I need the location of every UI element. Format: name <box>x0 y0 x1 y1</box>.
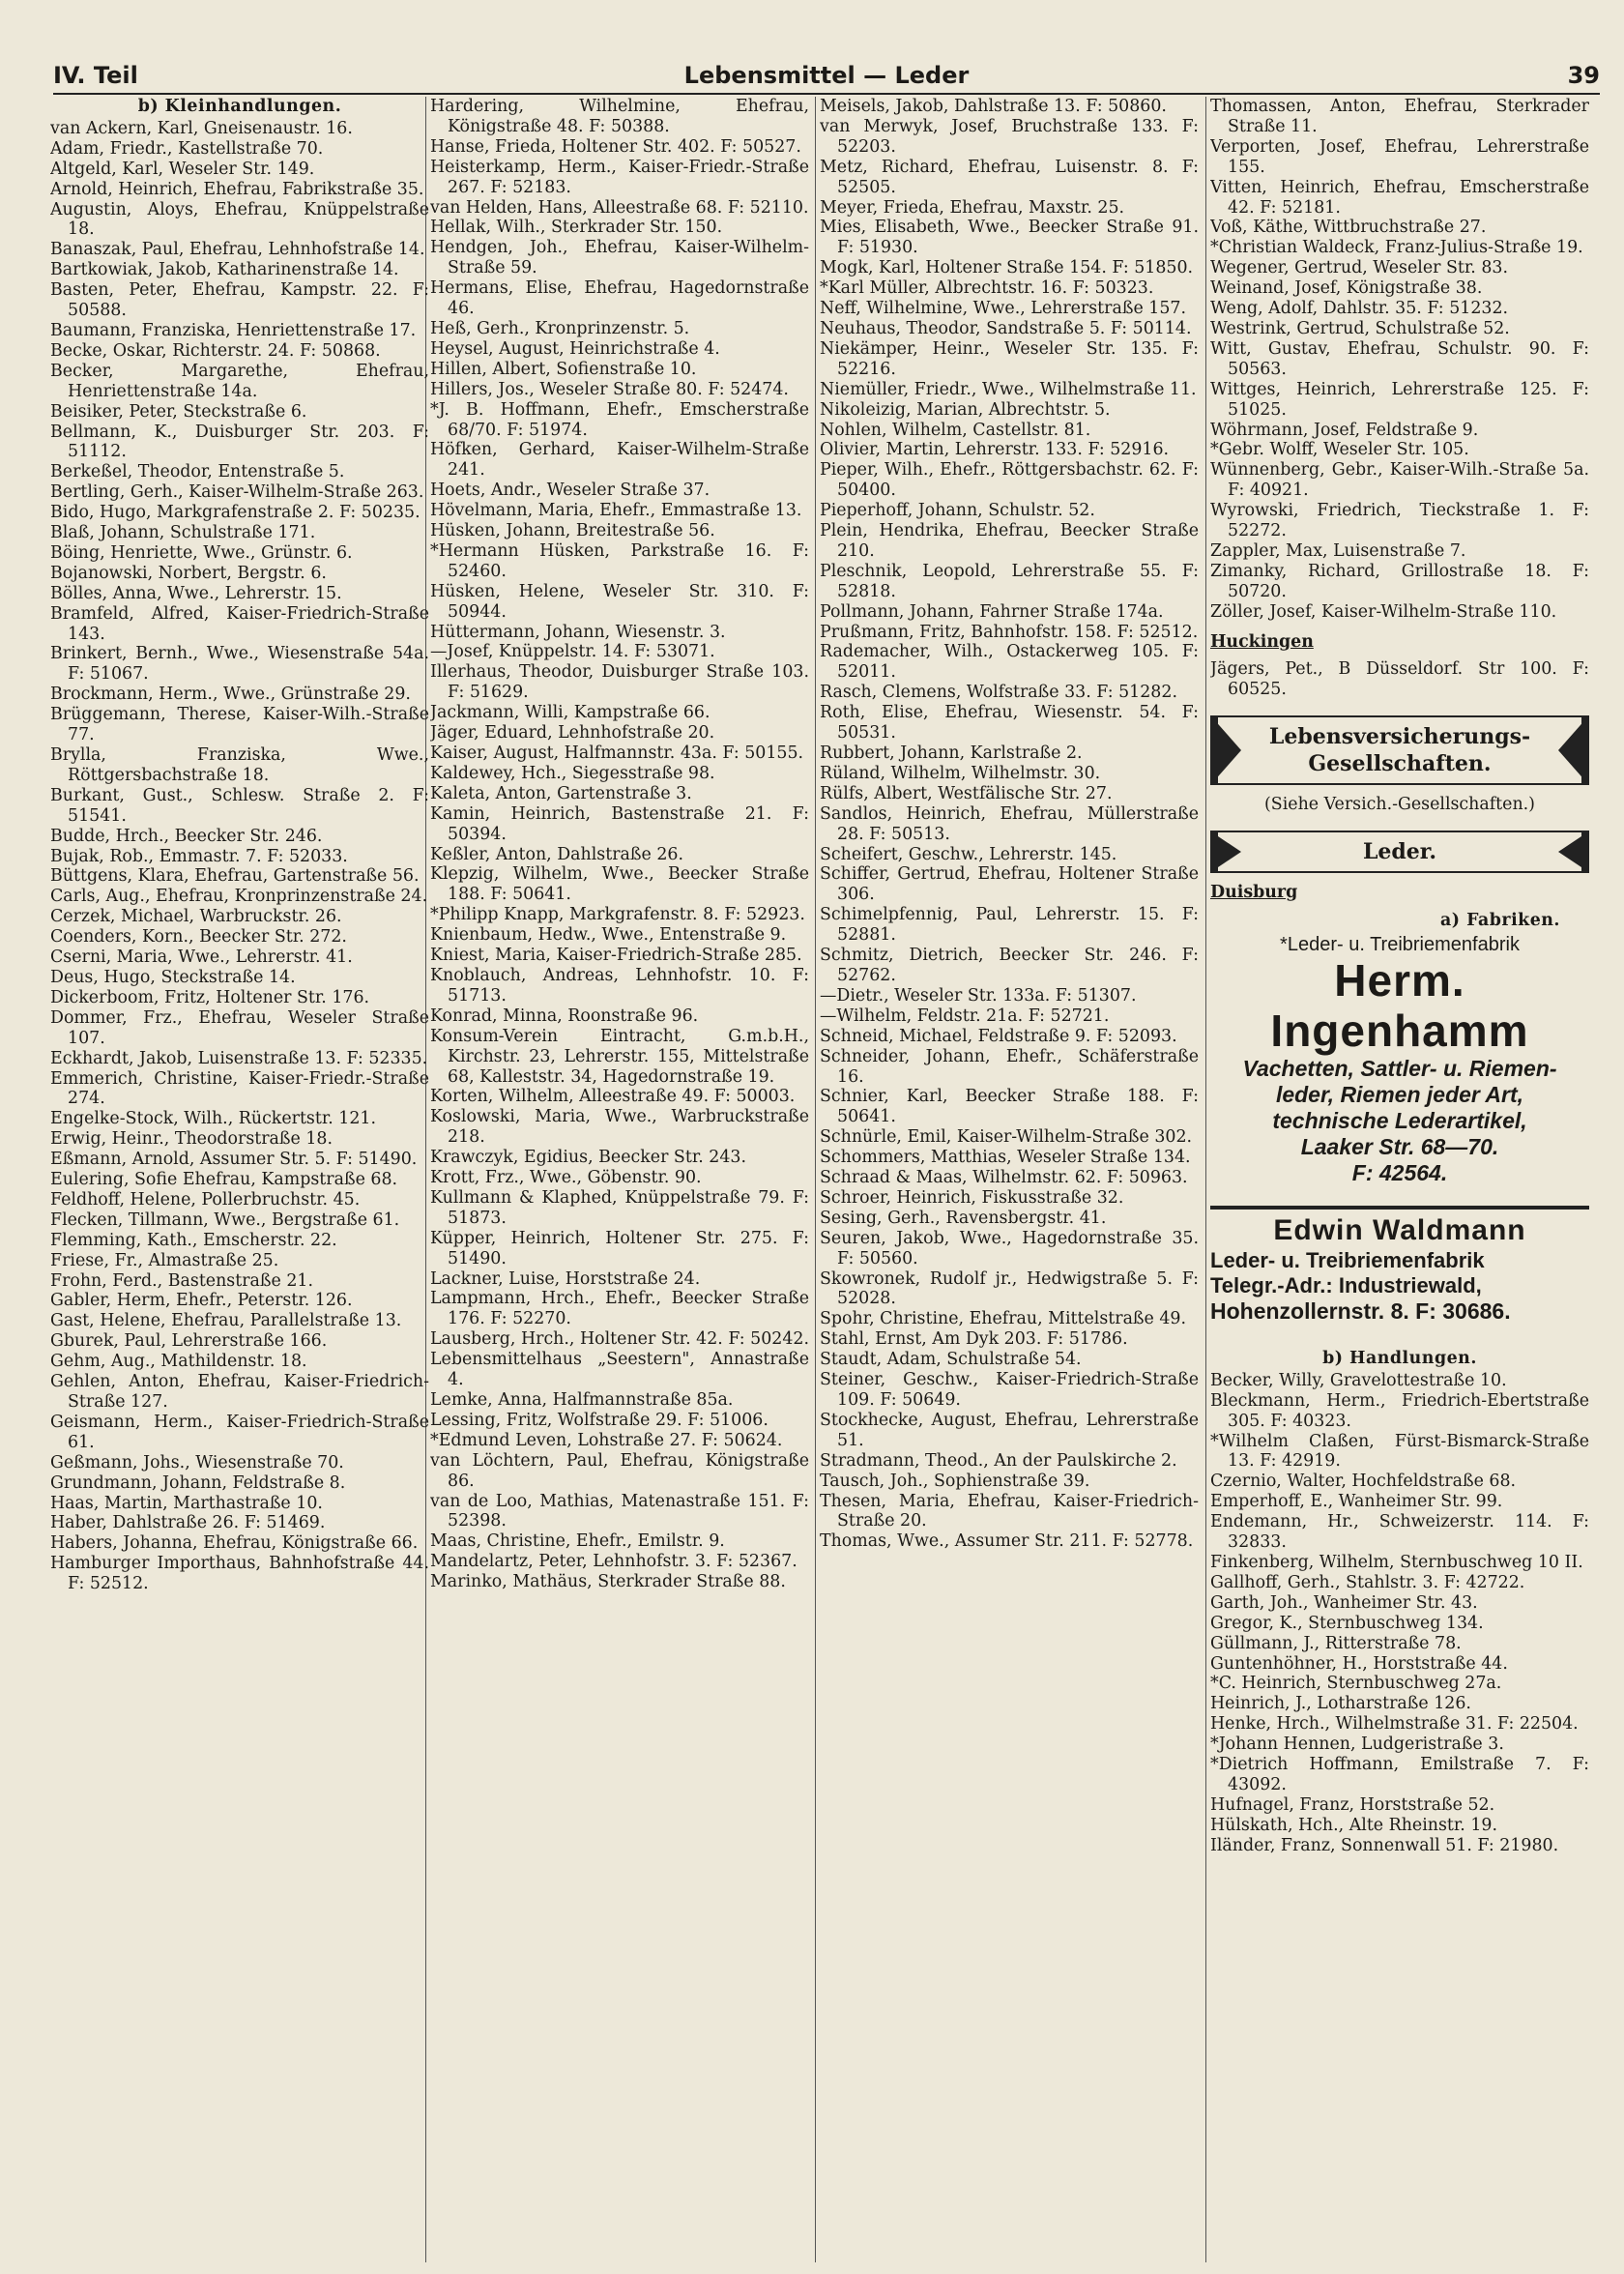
directory-entry: Klepzig, Wilhelm, Wwe., Beecker Straße 188. F: 50641. <box>430 864 809 905</box>
directory-entry: Vitten, Heinrich, Ehefrau, Emscherstraße 42. F: 52181. <box>1210 177 1589 218</box>
directory-entry: Bartkowiak, Jakob, Katharinenstraße 14. <box>50 260 399 280</box>
directory-entry: Feldhoff, Helene, Pollerbruchstr. 45. <box>50 1189 361 1210</box>
ad-line: Vachetten, Sattler- u. Riemen- <box>1242 1055 1557 1081</box>
directory-entry: Staudt, Adam, Schulstraße 54. <box>820 1350 1082 1370</box>
directory-entry: Lemke, Anna, Halfmannstraße 85a. <box>430 1390 734 1410</box>
directory-entry: Rülfs, Albert, Westfälische Str. 27. <box>820 783 1113 803</box>
directory-entry: Geßmann, Johs., Wiesenstraße 70. <box>50 1452 344 1472</box>
entry-list <box>820 97 1199 1552</box>
directory-entry: Roth, Elise, Ehefrau, Wiesenstr. 54. F: 50531. <box>820 703 1199 743</box>
directory-entry: Pollmann, Johann, Fahrner Straße 174a. <box>820 601 1164 622</box>
directory-entry: Nikoleizig, Marian, Albrechtstr. 5. <box>820 399 1111 420</box>
directory-entry: Weinand, Josef, Königstraße 38. <box>1210 278 1483 299</box>
directory-entry: Flemming, Kath., Emscherstr. 22. <box>50 1230 337 1250</box>
directory-entry: Nohlen, Wilhelm, Castellstr. 81. <box>820 420 1091 440</box>
directory-entry: Neuhaus, Theodor, Sandstraße 5. F: 50114. <box>820 318 1192 338</box>
directory-entry: Schommers, Matthias, Weseler Straße 134. <box>820 1148 1191 1168</box>
directory-entry: Hüsken, Johann, Breitestraße 56. <box>430 521 715 541</box>
section-heading-handlungen: b) Handlungen. <box>1322 1348 1477 1368</box>
directory-entry: Wegener, Gertrud, Weseler Str. 83. <box>1210 258 1508 278</box>
entry-list <box>430 97 809 1592</box>
directory-entry: Wittges, Heinrich, Lehrerstraße 125. F: 51025. <box>1210 379 1589 420</box>
ad-line: technische Lederartikel, <box>1272 1107 1527 1133</box>
directory-entry: Heß, Gerh., Kronprinzenstr. 5. <box>430 318 690 338</box>
section-box-leder <box>1210 831 1589 873</box>
directory-entry: Niemüller, Friedr., Wwe., Wilhelmstraße 11. <box>820 379 1197 399</box>
directory-entry: Lessing, Fritz, Wolfstraße 29. F: 51006. <box>430 1410 768 1430</box>
directory-entry: Schneider, Johann, Ehefr., Schäferstraße 16. <box>820 1046 1199 1087</box>
directory-entry: Prußmann, Fritz, Bahnhofstr. 158. F: 52512. <box>820 622 1199 642</box>
directory-entry: Erwig, Heinr., Theodorstraße 18. <box>50 1129 334 1150</box>
directory-entry: Metz, Richard, Ehefrau, Luisenstr. 8. F: 52505. <box>820 157 1199 197</box>
directory-entry: *Philipp Knapp, Markgrafenstr. 8. F: 52923. <box>430 905 805 925</box>
directory-entry: Gast, Helene, Ehefrau, Parallelstraße 13. <box>50 1311 402 1331</box>
entry-list <box>1210 97 1589 623</box>
directory-entry: Büttgens, Klara, Ehefrau, Gartenstraße 56. <box>50 866 420 887</box>
header-part: IV. Teil <box>53 62 138 89</box>
directory-entry: Hoets, Andr., Weseler Straße 37. <box>430 481 710 501</box>
city-heading-huckingen: Huckingen <box>1210 631 1314 652</box>
directory-entry: Hövelmann, Maria, Ehefr., Emmastraße 13. <box>430 501 802 521</box>
directory-entry: Bleckmann, Herm., Friedrich-Ebertstraße 305. F: 40323. <box>1210 1390 1589 1431</box>
directory-entry: Güllmann, J., Ritterstraße 78. <box>1210 1633 1462 1653</box>
directory-entry: Coenders, Korn., Beecker Str. 272. <box>50 927 347 948</box>
section-heading-fabriken: a) Fabriken. <box>1440 911 1560 931</box>
ad-company-name: Herm. Ingenhamm <box>1270 954 1529 1056</box>
directory-entry: Henke, Hrch., Wilhelmstraße 31. F: 22504. <box>1210 1714 1579 1735</box>
directory-entry: Hüttermann, Johann, Wiesenstr. 3. <box>430 622 726 642</box>
directory-entry: Konsum-Verein Eintracht, G.m.b.H., Kirchstr. 23, Lehrerstr. 155, Mittelstraße 68, Kalleststr. 34, Hagedornstraße 19. <box>430 1026 809 1087</box>
box-line: Lebensversicherungs- <box>1268 724 1531 750</box>
directory-entry: Bellmann, K., Duisburger Str. 203. F: 51112. <box>50 422 429 462</box>
directory-entry: *C. Heinrich, Sternbuschweg 27a. <box>1210 1674 1502 1694</box>
directory-entry: Skowronek, Rudolf jr., Hedwigstraße 5. F: 52028. <box>820 1268 1199 1309</box>
directory-entry: Jackmann, Willi, Kampstraße 66. <box>430 703 710 723</box>
directory-entry: Jäger, Eduard, Lehnhofstraße 20. <box>430 723 715 743</box>
entry-list <box>1210 1371 1589 1856</box>
directory-entry: Adam, Friedr., Kastellstraße 70. <box>50 138 324 159</box>
directory-entry: Emmerich, Christine, Kaiser-Friedr.-Straße 274. <box>50 1068 429 1109</box>
directory-entry: Hamburger Importhaus, Bahnhofstraße 44. F: 52512. <box>50 1554 429 1594</box>
entry-list <box>1210 659 1589 700</box>
directory-entry: Rüland, Wilhelm, Wilhelmstr. 30. <box>820 763 1101 783</box>
bracket-right-icon <box>1558 717 1587 783</box>
directory-entry: Zöller, Josef, Kaiser-Wilhelm-Straße 110. <box>1210 601 1557 622</box>
directory-entry: Schiffer, Gertrud, Ehefrau, Holtener Straße 306. <box>820 864 1199 905</box>
directory-entry: Marinko, Mathäus, Sterkrader Straße 88. <box>430 1572 786 1592</box>
directory-entry: Höfken, Gerhard, Kaiser-Wilhelm-Straße 241. <box>430 440 809 481</box>
directory-entry: Altgeld, Karl, Weseler Str. 149. <box>50 159 315 179</box>
directory-entry: Endemann, Hr., Schweizerstr. 114. F: 32833. <box>1210 1512 1589 1553</box>
directory-entry: Friese, Fr., Almastraße 25. <box>50 1250 279 1270</box>
directory-entry: Zappler, Max, Luisenstraße 7. <box>1210 540 1466 561</box>
page-number: 39 <box>1567 62 1600 89</box>
bracket-left-icon <box>1212 717 1241 783</box>
box-line: Leder. <box>1362 839 1437 865</box>
ad-tagline: *Leder- u. Treibriemenfabrik <box>1280 934 1520 955</box>
directory-entry: Schroer, Heinrich, Fiskusstraße 32. <box>820 1187 1124 1208</box>
directory-entry: Arnold, Heinrich, Ehefrau, Fabrikstraße 35. <box>50 179 424 199</box>
directory-entry: Westrink, Gertrud, Schulstraße 52. <box>1210 318 1510 338</box>
directory-entry: Gburek, Paul, Lehrerstraße 166. <box>50 1331 328 1352</box>
directory-entry: Niekämper, Heinr., Weseler Str. 135. F: 52216. <box>820 338 1199 379</box>
directory-entry: Finkenberg, Wilhelm, Sternbuschweg 10 II. <box>1210 1552 1583 1572</box>
directory-entry: Schraad & Maas, Wilhelmstr. 62. F: 50963. <box>820 1168 1188 1188</box>
directory-entry: Guntenhöhner, H., Horststraße 44. <box>1210 1653 1508 1674</box>
column-rule <box>1205 97 1206 2262</box>
directory-entry: Kullmann & Klaphed, Knüppelstraße 79. F: 51873. <box>430 1187 809 1228</box>
directory-entry: Dommer, Frz., Ehefrau, Weseler Straße 107. <box>50 1007 429 1048</box>
directory-entry: Hillen, Albert, Sofienstraße 10. <box>430 359 697 379</box>
directory-entry: *Hermann Hüsken, Parkstraße 16. F: 52460. <box>430 540 809 581</box>
directory-entry: Verporten, Josef, Ehefrau, Lehrerstraße 155. <box>1210 136 1589 177</box>
ad-line: Laaker Str. 68—70. <box>1300 1133 1499 1159</box>
directory-entry: Hardering, Wilhelmine, Ehefrau, Königstraße 48. F: 50388. <box>430 97 809 136</box>
directory-entry: Basten, Peter, Ehefrau, Kampstr. 22. F: 50588. <box>50 280 429 321</box>
directory-entry: —Wilhelm, Feldstr. 21a. F: 52721. <box>820 1006 1110 1026</box>
directory-entry: Brockmann, Herm., Wwe., Grünstraße 29. <box>50 685 411 705</box>
directory-entry: Brüggemann, Therese, Kaiser-Wilh.-Straße 77. <box>50 705 429 745</box>
directory-entry: Krawczyk, Egidius, Beecker Str. 243. <box>430 1148 746 1168</box>
directory-entry: *Edmund Leven, Lohstraße 27. F: 50624. <box>430 1430 783 1450</box>
directory-entry: Iländer, Franz, Sonnenwall 51. F: 21980. <box>1210 1835 1559 1855</box>
directory-entry: Wünnenberg, Gebr., Kaiser-Wilh.-Straße 5a. F: 40921. <box>1210 460 1589 501</box>
directory-entry: Lausberg, Hrch., Holtener Str. 42. F: 50242. <box>430 1329 809 1350</box>
directory-entry: Gehlen, Anton, Ehefrau, Kaiser-Friedrich-Straße 127. <box>50 1372 429 1412</box>
directory-entry: Flecken, Tillmann, Wwe., Bergstraße 61. <box>50 1210 400 1230</box>
directory-entry: Kamin, Heinrich, Bastenstraße 21. F: 50394. <box>430 803 809 844</box>
directory-entry: Hermans, Elise, Ehefrau, Hagedornstraße 46. <box>430 278 809 319</box>
advertisement-waldmann <box>1210 1206 1589 1324</box>
directory-entry: Beisiker, Peter, Steckstraße 6. <box>50 401 307 422</box>
column-rule <box>815 97 816 2262</box>
page-header <box>53 60 1600 95</box>
directory-entry: Seuren, Jakob, Wwe., Hagedornstraße 35. F: 50560. <box>820 1228 1199 1268</box>
directory-entry: Hellak, Wilh., Sterkrader Str. 150. <box>430 218 723 238</box>
directory-entry: *Karl Müller, Albrechtstr. 16. F: 50323. <box>820 278 1154 299</box>
bracket-right-icon <box>1558 832 1587 871</box>
directory-entry: Wyrowski, Friedrich, Tieckstraße 1. F: 52272. <box>1210 501 1589 541</box>
directory-entry: *Wilhelm Claßen, Fürst-Bismarck-Straße 13. F: 42919. <box>1210 1431 1589 1472</box>
directory-entry: Plein, Hendrika, Ehefrau, Beecker Straße 210. <box>820 521 1199 561</box>
directory-entry: Pieperhoff, Johann, Schulstr. 52. <box>820 501 1095 521</box>
directory-entry: Knoblauch, Andreas, Lehnhofstr. 10. F: 51713. <box>430 965 809 1006</box>
column-4 <box>1210 97 1589 2262</box>
directory-entry: Hendgen, Joh., Ehefrau, Kaiser-Wilhelm-Straße 59. <box>430 238 809 278</box>
directory-entry: Carls, Aug., Ehefrau, Kronprinzenstraße 24. <box>50 887 428 907</box>
directory-entry: Schneid, Michael, Feldstraße 9. F: 52093. <box>820 1026 1177 1046</box>
ad-line: Telegr.-Adr.: Industriewald, <box>1210 1272 1482 1297</box>
directory-entry: Bramfeld, Alfred, Kaiser-Friedrich-Straße 143. <box>50 603 429 644</box>
cross-reference-note: (Siehe Versich.-Gesellschaften.) <box>1264 795 1535 815</box>
directory-entry: Dickerboom, Fritz, Holtener Str. 176. <box>50 987 370 1007</box>
directory-entry: Becke, Oskar, Richterstr. 24. F: 50868. <box>50 340 381 361</box>
directory-entry: Hülskath, Hch., Alte Rheinstr. 19. <box>1210 1815 1497 1835</box>
directory-entry: Keßler, Anton, Dahlstraße 26. <box>430 844 683 864</box>
directory-entry: Eulering, Sofie Ehefrau, Kampstraße 68. <box>50 1170 398 1190</box>
directory-entry: Witt, Gustav, Ehefrau, Schulstr. 90. F: 50563. <box>1210 338 1589 379</box>
directory-entry: Illerhaus, Theodor, Duisburger Straße 103. F: 51629. <box>430 662 809 703</box>
directory-entry: Voß, Käthe, Wittbruchstraße 27. <box>1210 218 1487 238</box>
directory-entry: Lebensmittelhaus „Seestern", Annastraße 4. <box>430 1350 809 1390</box>
directory-entry: Zimanky, Richard, Grillostraße 18. F: 50720. <box>1210 561 1589 601</box>
directory-entry: *J. B. Hoffmann, Ehefr., Emscherstraße 68/70. F: 51974. <box>430 399 809 440</box>
directory-entry: Gregor, K., Sternbuschweg 134. <box>1210 1613 1484 1633</box>
directory-entry: *Christian Waldeck, Franz-Julius-Straße 19. <box>1210 238 1583 258</box>
directory-entry: Schimelpfennig, Paul, Lehrerstr. 15. F: 52881. <box>820 905 1199 946</box>
directory-entry: Gabler, Herm, Ehefr., Peterstr. 126. <box>50 1291 353 1311</box>
directory-entry: Augustin, Aloys, Ehefrau, Knüppelstraße 18. <box>50 199 429 240</box>
directory-entry: Bojanowski, Norbert, Bergstr. 6. <box>50 563 327 583</box>
directory-entry: van de Loo, Mathias, Matenastraße 151. F: 52398. <box>430 1491 809 1531</box>
entry-list <box>50 119 429 1594</box>
directory-entry: Frohn, Ferd., Bastenstraße 21. <box>50 1270 313 1291</box>
directory-entry: Böing, Henriette, Wwe., Grünstr. 6. <box>50 542 353 563</box>
directory-entry: Brylla, Franziska, Wwe., Röttgersbachstraße 18. <box>50 745 429 785</box>
directory-entry: Pieper, Wilh., Ehefr., Röttgersbachstr. 62. F: 50400. <box>820 460 1199 501</box>
column-1 <box>50 97 429 2262</box>
directory-entry: Blaß, Johann, Schulstraße 171. <box>50 523 316 543</box>
directory-entry: Becker, Willy, Gravelottestraße 10. <box>1210 1370 1507 1390</box>
directory-entry: Grundmann, Johann, Feldstraße 8. <box>50 1472 346 1493</box>
directory-entry: Habers, Johanna, Ehefrau, Königstraße 66. <box>50 1533 419 1554</box>
directory-entry: Bertling, Gerh., Kaiser-Wilhelm-Straße 263. <box>50 482 424 503</box>
directory-entry: Krott, Frz., Wwe., Göbenstr. 90. <box>430 1168 702 1188</box>
directory-entry: Wöhrmann, Josef, Feldstraße 9. <box>1210 420 1479 440</box>
directory-entry: Brinkert, Bernh., Wwe., Wiesenstraße 54a. F: 51067. <box>50 644 429 685</box>
directory-entry: Thomassen, Anton, Ehefrau, Sterkrader Straße 11. <box>1210 97 1589 136</box>
directory-entry: Berkeßel, Theodor, Entenstraße 5. <box>50 462 345 482</box>
directory-entry: *Dietrich Hoffmann, Emilstraße 7. F: 43092. <box>1210 1755 1589 1794</box>
directory-entry: Hillers, Jos., Weseler Straße 80. F: 52474. <box>430 379 789 399</box>
directory-entry: Scheifert, Geschw., Lehrerstr. 145. <box>820 844 1117 864</box>
directory-entry: Haas, Martin, Marthastraße 10. <box>50 1493 323 1513</box>
directory-entry: Lackner, Luise, Horststraße 24. <box>430 1268 701 1289</box>
ad-company-name: Edwin Waldmann <box>1273 1213 1526 1246</box>
directory-entry: Cerzek, Michael, Warbruckstr. 26. <box>50 907 342 927</box>
box-line: Gesellschaften. <box>1308 751 1492 777</box>
ad-line: leder, Riemen jeder Art, <box>1275 1081 1524 1107</box>
directory-entry: Emperhoff, E., Wanheimer Str. 99. <box>1210 1492 1503 1512</box>
directory-entry: Meyer, Frieda, Ehefrau, Maxstr. 25. <box>820 197 1125 218</box>
directory-entry: Lampmann, Hrch., Ehefr., Beecker Straße 176. F: 52270. <box>430 1289 809 1329</box>
directory-entry: Budde, Hrch., Beecker Str. 246. <box>50 826 323 846</box>
directory-entry: Thesen, Maria, Ehefrau, Kaiser-Friedrich-Straße 20. <box>820 1491 1199 1531</box>
directory-entry: Schnier, Karl, Beecker Straße 188. F: 50641. <box>820 1087 1199 1127</box>
section-box-versicherung <box>1210 715 1589 785</box>
directory-entry: Rademacher, Wilh., Ostackerweg 105. F: 52011. <box>820 642 1199 683</box>
directory-entry: Pleschnik, Leopold, Lehrerstraße 55. F: 52818. <box>820 561 1199 601</box>
directory-entry: van Löchtern, Paul, Ehefrau, Königstraße 86. <box>430 1450 809 1491</box>
directory-entry: Hanse, Frieda, Holtener Str. 402. F: 50527. <box>430 136 801 157</box>
directory-entry: Mandelartz, Peter, Lehnhofstr. 3. F: 52367. <box>430 1552 798 1572</box>
directory-entry: Rasch, Clemens, Wolfstraße 33. F: 51282. <box>820 683 1177 703</box>
directory-entry: Küpper, Heinrich, Holtener Str. 275. F: 51490. <box>430 1228 809 1268</box>
directory-entry: —Josef, Knüppelstr. 14. F: 53071. <box>430 642 715 662</box>
directory-entry: Stockhecke, August, Ehefrau, Lehrerstraße 51. <box>820 1410 1199 1450</box>
directory-entry: Eckhardt, Jakob, Luisenstraße 13. F: 52335. <box>50 1048 428 1068</box>
directory-entry: Bido, Hugo, Markgrafenstraße 2. F: 50235. <box>50 503 420 523</box>
advertisement-ingenhamm <box>1210 935 1589 1186</box>
directory-entry: van Ackern, Karl, Gneisenaustr. 16. <box>50 118 353 138</box>
directory-entry: Kniest, Maria, Kaiser-Friedrich-Straße 285. <box>430 946 802 966</box>
column-2 <box>430 97 809 2262</box>
directory-entry: *Gebr. Wolff, Weseler Str. 105. <box>1210 440 1469 460</box>
directory-entry: Burkant, Gust., Schlesw. Straße 2. F: 51541. <box>50 785 429 826</box>
directory-entry: Sesing, Gerh., Ravensbergstr. 41. <box>820 1208 1107 1228</box>
directory-entry: Gehm, Aug., Mathildenstr. 18. <box>50 1352 307 1372</box>
directory-entry: Schmitz, Dietrich, Beecker Str. 246. F: 52762. <box>820 946 1199 985</box>
directory-entry: Konrad, Minna, Roonstraße 96. <box>430 1006 699 1026</box>
city-heading-duisburg: Duisburg <box>1210 883 1298 903</box>
directory-entry: Spohr, Christine, Ehefrau, Mittelstraße 49. <box>820 1309 1187 1329</box>
directory-entry: Eßmann, Arnold, Assumer Str. 5. F: 51490. <box>50 1150 418 1170</box>
directory-entry: Gallhoff, Gerh., Stahlstr. 3. F: 42722. <box>1210 1572 1525 1592</box>
ad-line: Leder- u. Treibriemenfabrik <box>1210 1247 1485 1272</box>
directory-entry: Steiner, Geschw., Kaiser-Friedrich-Straße 109. F: 50649. <box>820 1370 1199 1410</box>
directory-entry: Hufnagel, Franz, Horststraße 52. <box>1210 1794 1495 1815</box>
directory-entry: Heinrich, J., Lotharstraße 126. <box>1210 1694 1471 1714</box>
directory-entry: Neff, Wilhelmine, Wwe., Lehrerstraße 157. <box>820 299 1186 319</box>
directory-entry: Geismann, Herm., Kaiser-Friedrich-Straße 61. <box>50 1412 429 1452</box>
directory-entry: Kaleta, Anton, Gartenstraße 3. <box>430 783 692 803</box>
directory-entry: Knienbaum, Hedw., Wwe., Entenstraße 9. <box>430 925 787 946</box>
directory-entry: Weng, Adolf, Dahlstr. 35. F: 51232. <box>1210 299 1509 319</box>
directory-entry: Koslowski, Maria, Wwe., Warbruckstraße 218. <box>430 1107 809 1148</box>
directory-entry: Bujak, Rob., Emmastr. 7. F: 52033. <box>50 846 348 866</box>
directory-entry: van Helden, Hans, Alleestraße 68. F: 52110. <box>430 197 809 218</box>
directory-entry: van Merwyk, Josef, Bruchstraße 133. F: 52203. <box>820 116 1199 157</box>
directory-entry: Mies, Elisabeth, Wwe., Beecker Straße 91. F: 51930. <box>820 218 1199 258</box>
directory-entry: Sandlos, Heinrich, Ehefrau, Müllerstraße 28. F: 50513. <box>820 803 1199 844</box>
directory-entry: Baumann, Franziska, Henriettenstraße 17. <box>50 320 417 340</box>
ad-line: Hohenzollernstr. 8. F: 30686. <box>1210 1297 1511 1324</box>
directory-entry: Czernio, Walter, Hochfeldstraße 68. <box>1210 1472 1517 1492</box>
column-3 <box>820 97 1199 2262</box>
directory-entry: Deus, Hugo, Steckstraße 14. <box>50 967 296 987</box>
header-title: Lebensmittel — Leder <box>683 62 970 89</box>
directory-entry: Haber, Dahlstraße 26. F: 51469. <box>50 1513 326 1533</box>
section-heading-kleinhandlungen: b) Kleinhandlungen. <box>137 97 342 116</box>
directory-entry: Olivier, Martin, Lehrerstr. 133. F: 52916. <box>820 440 1170 460</box>
directory-entry: *Johann Hennen, Ludgeristraße 3. <box>1210 1735 1504 1755</box>
directory-entry: Thomas, Wwe., Assumer Str. 211. F: 52778. <box>820 1531 1194 1552</box>
directory-entry: Maas, Christine, Ehefr., Emilstr. 9. <box>430 1531 725 1552</box>
directory-entry: Mogk, Karl, Holtener Straße 154. F: 51850. <box>820 258 1194 278</box>
directory-entry: Meisels, Jakob, Dahlstraße 13. F: 50860. <box>820 97 1167 116</box>
directory-entry: Engelke-Stock, Wilh., Rückertstr. 121. <box>50 1109 377 1129</box>
directory-entry: Kaiser, August, Halfmannstr. 43a. F: 50155. <box>430 743 804 763</box>
directory-entry: Stradmann, Theod., An der Paulskirche 2. <box>820 1450 1177 1471</box>
directory-entry: Hüsken, Helene, Weseler Str. 310. F: 50944. <box>430 581 809 622</box>
directory-entry: Heisterkamp, Herm., Kaiser-Friedr.-Straße 267. F: 52183. <box>430 157 809 197</box>
directory-entry: Schnürle, Emil, Kaiser-Wilhelm-Straße 302. <box>820 1127 1193 1148</box>
directory-entry: Jägers, Pet., B Düsseldorf. Str 100. F: 60525. <box>1210 659 1589 700</box>
directory-entry: Banaszak, Paul, Ehefrau, Lehnhofstraße 14. <box>50 240 425 260</box>
directory-entry: Becker, Margarethe, Ehefrau, Henriettenstraße 14a. <box>50 361 429 401</box>
ad-line: F: 42564. <box>1351 1159 1448 1185</box>
directory-entry: Kaldewey, Hch., Siegesstraße 98. <box>430 763 715 783</box>
directory-entry: Cserni, Maria, Wwe., Lehrerstr. 41. <box>50 948 353 968</box>
directory-entry: Tausch, Joh., Sophienstraße 39. <box>820 1471 1090 1491</box>
directory-entry: —Dietr., Weseler Str. 133a. F: 51307. <box>820 985 1137 1006</box>
directory-entry: Korten, Wilhelm, Alleestraße 49. F: 50003. <box>430 1087 796 1107</box>
bracket-left-icon <box>1212 832 1241 871</box>
directory-entry: Garth, Joh., Wanheimer Str. 43. <box>1210 1592 1478 1613</box>
directory-entry: Rubbert, Johann, Karlstraße 2. <box>820 743 1083 763</box>
directory-entry: Bölles, Anna, Wwe., Lehrerstr. 15. <box>50 583 342 603</box>
directory-entry: Stahl, Ernst, Am Dyk 203. F: 51786. <box>820 1329 1128 1350</box>
directory-entry: Heysel, August, Heinrichstraße 4. <box>430 338 720 359</box>
